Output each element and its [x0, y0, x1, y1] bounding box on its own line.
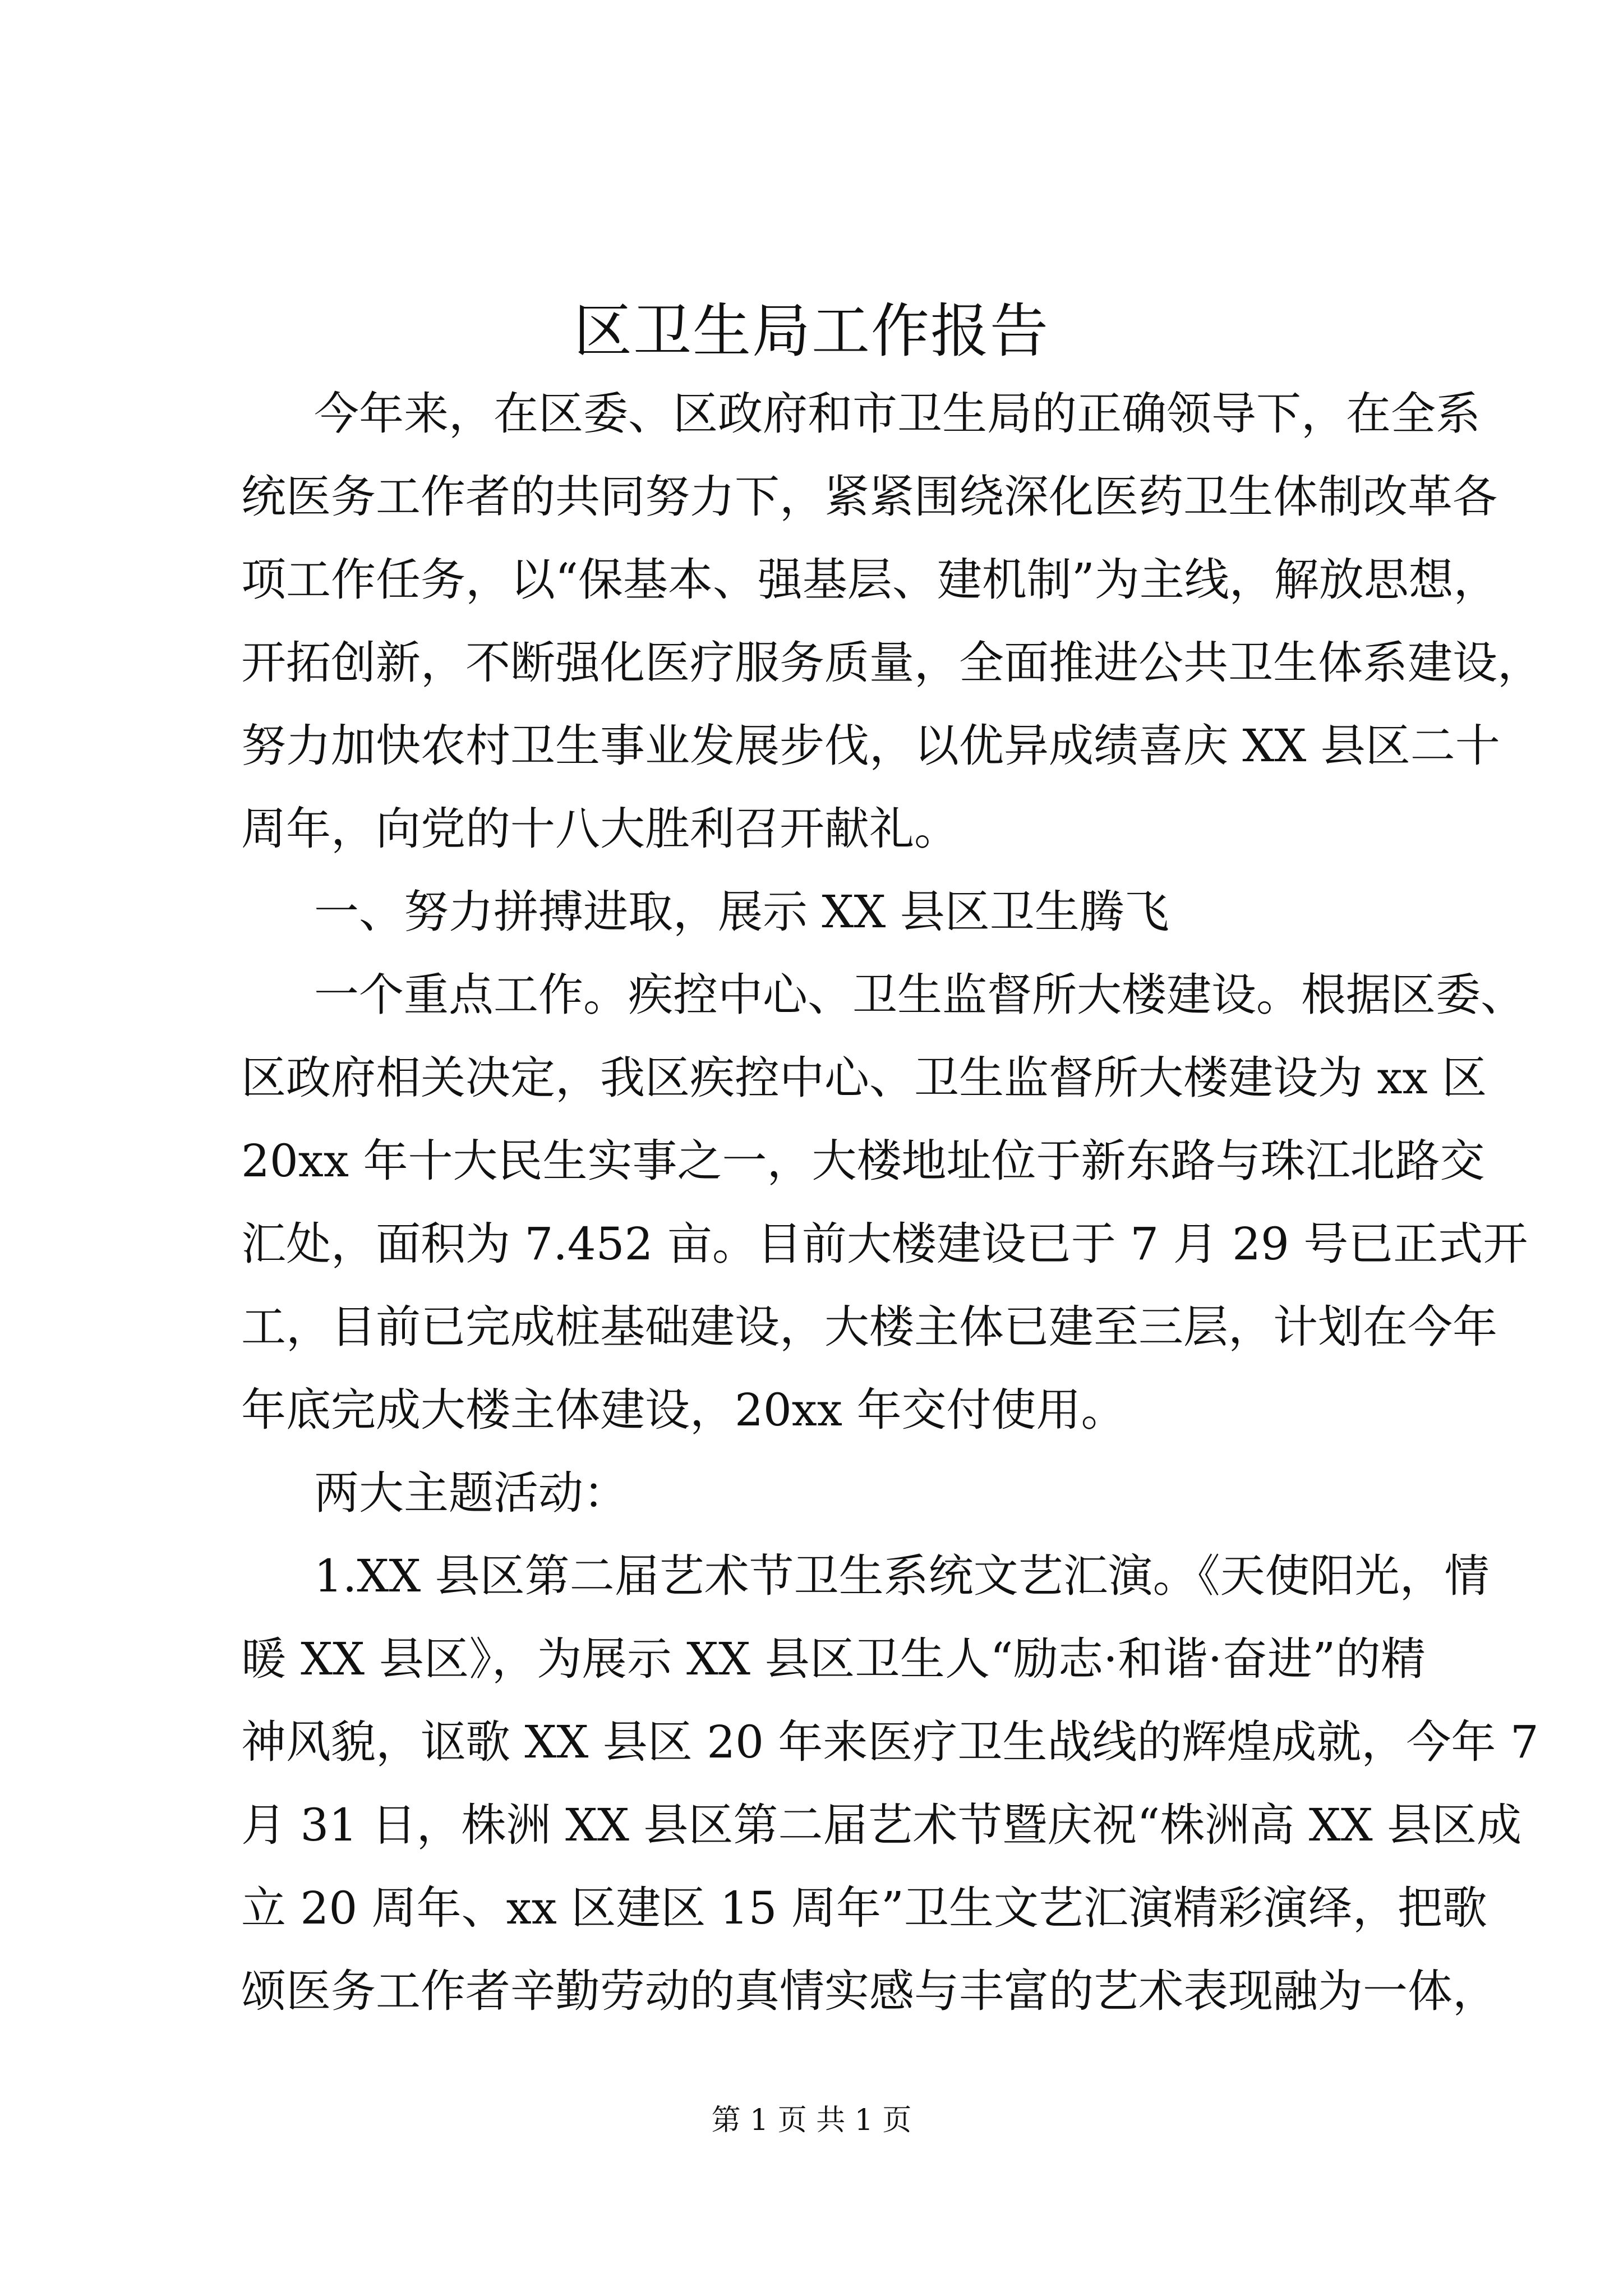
text-line: 周年，向党的十八大胜利召开献礼。	[241, 803, 959, 855]
text-line: 暖 XX 县区》，为展示 XX 县区卫生人“励志·和谐·奋进”的精	[241, 1633, 1426, 1685]
text-line: 工，目前已完成桩基础建设，大楼主体已建至三层，计划在今年	[241, 1301, 1497, 1353]
text-line: 1.XX 县区第二届艺术节卫生系统文艺汇演。《天使阳光，情	[314, 1550, 1490, 1602]
text-line: 神风貌，讴歌 XX 县区 20 年来医疗卫生战线的辉煌成就，今年 7	[241, 1716, 1539, 1768]
text-line: 20xx 年十大民生实事之一，大楼地址位于新东路与珠江北路交	[241, 1135, 1485, 1187]
text-line: 今年来，在区委、区政府和市卫生局的正确领导下，在全系	[314, 388, 1481, 440]
text-line: 统医务工作者的共同努力下，紧紧围绕深化医药卫生体制改革各	[241, 471, 1497, 523]
text-line: 开拓创新，不断强化医疗服务质量，全面推进公共卫生体系建设，	[241, 637, 1542, 689]
text-line: 月 31 日，株洲 XX 县区第二届艺术节暨庆祝“株洲高 XX 县区成	[241, 1799, 1522, 1851]
text-line: 颂医务工作者辛勤劳动的真情实感与丰富的艺术表现融为一体，	[241, 1965, 1497, 2017]
text-line: 汇处，面积为 7.452 亩。目前大楼建设已于 7 月 29 号已正式开	[241, 1218, 1528, 1270]
text-line: 一个重点工作。疾控中心、卫生监督所大楼建设。根据区委、	[314, 969, 1525, 1021]
text-line: 努力加快农村卫生事业发展步伐，以优异成绩喜庆 XX 县区二十	[241, 720, 1500, 772]
page-footer: 第 1 页 共 1 页	[711, 2104, 912, 2137]
text-line: 一、努力拼搏进取，展示 XX 县区卫生腾飞	[314, 886, 1169, 938]
text-line: 两大主题活动：	[314, 1467, 628, 1519]
text-line: 项工作任务，以“保基本、强基层、建机制”为主线，解放思想，	[241, 554, 1498, 606]
document-title: 区卫生局工作报告	[573, 297, 1049, 365]
text-line: 立 20 周年、xx 区建区 15 周年”卫生文艺汇演精彩演绎，把歌	[241, 1882, 1487, 1934]
document-body	[241, 372, 1542, 2033]
text-line: 年底完成大楼主体建设，20xx 年交付使用。	[241, 1384, 1126, 1436]
text-line: 区政府相关决定，我区疾控中心、卫生监督所大楼建设为 xx 区	[241, 1052, 1487, 1104]
